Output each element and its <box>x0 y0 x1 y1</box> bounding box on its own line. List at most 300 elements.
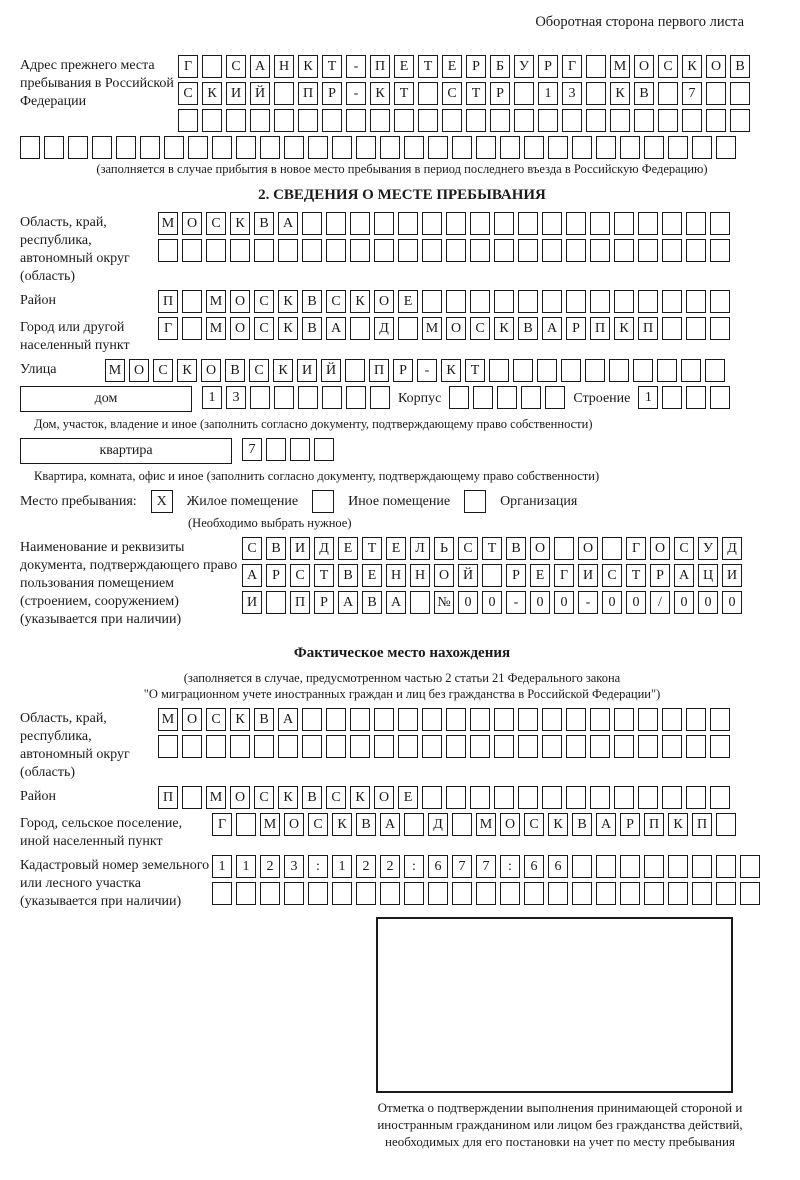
char-cell[interactable]: : <box>500 855 520 878</box>
char-cell[interactable]: Г <box>562 55 582 78</box>
char-cell[interactable] <box>202 109 222 132</box>
char-cell[interactable] <box>572 136 592 159</box>
char-cell[interactable] <box>686 735 706 758</box>
char-cell[interactable]: К <box>202 82 222 105</box>
char-cell[interactable] <box>182 239 202 262</box>
char-cell[interactable]: О <box>650 537 670 560</box>
char-cell[interactable]: 0 <box>458 591 478 614</box>
char-cell[interactable] <box>614 239 634 262</box>
char-cell[interactable]: Р <box>322 82 342 105</box>
char-cell[interactable] <box>446 786 466 809</box>
char-cell[interactable] <box>566 708 586 731</box>
char-cell[interactable]: О <box>634 55 654 78</box>
char-cell[interactable] <box>350 708 370 731</box>
char-cell[interactable] <box>326 212 346 235</box>
char-cell[interactable] <box>350 212 370 235</box>
char-cell[interactable] <box>586 109 606 132</box>
char-cell[interactable] <box>452 136 472 159</box>
char-cell[interactable]: О <box>500 813 520 836</box>
char-cell[interactable] <box>614 786 634 809</box>
char-cell[interactable] <box>422 786 442 809</box>
char-cell[interactable] <box>370 109 390 132</box>
char-cell[interactable] <box>178 109 198 132</box>
char-cell[interactable] <box>452 813 472 836</box>
char-cell[interactable]: 1 <box>236 855 256 878</box>
char-cell[interactable]: Й <box>250 82 270 105</box>
char-cell[interactable] <box>537 359 557 382</box>
char-cell[interactable]: П <box>638 317 658 340</box>
char-cell[interactable] <box>518 735 538 758</box>
char-cell[interactable] <box>418 82 438 105</box>
char-cell[interactable]: В <box>302 786 322 809</box>
char-cell[interactable]: В <box>254 708 274 731</box>
char-cell[interactable]: 6 <box>524 855 544 878</box>
char-cell[interactable]: М <box>260 813 280 836</box>
char-cell[interactable] <box>658 109 678 132</box>
char-cell[interactable]: В <box>338 564 358 587</box>
char-cell[interactable]: Д <box>374 317 394 340</box>
char-cell[interactable]: А <box>380 813 400 836</box>
char-cell[interactable] <box>326 735 346 758</box>
char-cell[interactable]: 6 <box>428 855 448 878</box>
char-cell[interactable]: А <box>278 708 298 731</box>
char-cell[interactable] <box>518 239 538 262</box>
char-cell[interactable] <box>236 882 256 905</box>
char-cell[interactable]: Т <box>362 537 382 560</box>
char-cell[interactable] <box>476 136 496 159</box>
char-cell[interactable]: 3 <box>226 386 246 409</box>
char-cell[interactable]: С <box>442 82 462 105</box>
char-cell[interactable]: У <box>514 55 534 78</box>
char-cell[interactable]: И <box>242 591 262 614</box>
char-cell[interactable]: - <box>346 55 366 78</box>
char-cell[interactable] <box>398 317 418 340</box>
char-cell[interactable] <box>710 386 730 409</box>
char-cell[interactable] <box>182 317 202 340</box>
char-cell[interactable] <box>374 708 394 731</box>
char-cell[interactable] <box>278 735 298 758</box>
char-cell[interactable] <box>686 239 706 262</box>
char-cell[interactable] <box>562 109 582 132</box>
char-cell[interactable] <box>545 386 565 409</box>
char-cell[interactable] <box>302 735 322 758</box>
char-cell[interactable] <box>404 882 424 905</box>
char-cell[interactable]: Р <box>506 564 526 587</box>
char-cell[interactable]: О <box>446 317 466 340</box>
char-cell[interactable] <box>542 735 562 758</box>
char-cell[interactable] <box>662 386 682 409</box>
char-cell[interactable] <box>346 386 366 409</box>
char-cell[interactable]: 1 <box>538 82 558 105</box>
char-cell[interactable]: М <box>206 317 226 340</box>
char-cell[interactable] <box>705 359 725 382</box>
stay-option-other-checkbox[interactable] <box>312 490 334 513</box>
char-cell[interactable] <box>590 708 610 731</box>
char-cell[interactable] <box>418 109 438 132</box>
char-cell[interactable] <box>158 239 178 262</box>
char-cell[interactable]: 2 <box>260 855 280 878</box>
char-cell[interactable] <box>470 290 490 313</box>
char-cell[interactable]: О <box>284 813 304 836</box>
char-cell[interactable] <box>497 386 517 409</box>
char-cell[interactable] <box>710 786 730 809</box>
char-cell[interactable] <box>668 855 688 878</box>
char-cell[interactable]: Б <box>490 55 510 78</box>
char-cell[interactable] <box>332 136 352 159</box>
char-cell[interactable] <box>449 386 469 409</box>
char-cell[interactable]: И <box>297 359 317 382</box>
char-cell[interactable] <box>490 109 510 132</box>
char-cell[interactable]: А <box>250 55 270 78</box>
char-cell[interactable] <box>236 813 256 836</box>
char-cell[interactable] <box>596 136 616 159</box>
char-cell[interactable]: О <box>578 537 598 560</box>
char-cell[interactable] <box>596 855 616 878</box>
char-cell[interactable] <box>686 290 706 313</box>
char-cell[interactable] <box>730 109 750 132</box>
char-cell[interactable] <box>644 136 664 159</box>
char-cell[interactable]: Г <box>158 317 178 340</box>
char-cell[interactable]: Т <box>394 82 414 105</box>
char-cell[interactable]: 1 <box>332 855 352 878</box>
char-cell[interactable] <box>422 735 442 758</box>
char-cell[interactable] <box>566 239 586 262</box>
char-cell[interactable] <box>494 786 514 809</box>
char-cell[interactable] <box>596 882 616 905</box>
char-cell[interactable]: С <box>254 317 274 340</box>
char-cell[interactable]: В <box>572 813 592 836</box>
char-cell[interactable] <box>590 290 610 313</box>
char-cell[interactable]: Е <box>338 537 358 560</box>
char-cell[interactable]: В <box>254 212 274 235</box>
char-cell[interactable]: П <box>298 82 318 105</box>
char-cell[interactable] <box>644 882 664 905</box>
char-cell[interactable] <box>404 813 424 836</box>
char-cell[interactable] <box>326 708 346 731</box>
char-cell[interactable]: С <box>226 55 246 78</box>
char-cell[interactable]: И <box>722 564 742 587</box>
char-cell[interactable]: Е <box>398 786 418 809</box>
char-cell[interactable] <box>140 136 160 159</box>
char-cell[interactable] <box>620 882 640 905</box>
char-cell[interactable] <box>548 882 568 905</box>
char-cell[interactable] <box>298 109 318 132</box>
char-cell[interactable] <box>274 386 294 409</box>
char-cell[interactable] <box>590 212 610 235</box>
char-cell[interactable] <box>614 212 634 235</box>
char-cell[interactable] <box>518 786 538 809</box>
char-cell[interactable] <box>686 317 706 340</box>
char-cell[interactable]: 2 <box>380 855 400 878</box>
char-cell[interactable]: : <box>308 855 328 878</box>
char-cell[interactable]: П <box>158 786 178 809</box>
char-cell[interactable] <box>521 386 541 409</box>
char-cell[interactable] <box>566 290 586 313</box>
char-cell[interactable] <box>230 735 250 758</box>
char-cell[interactable]: К <box>177 359 197 382</box>
char-cell[interactable]: А <box>674 564 694 587</box>
char-cell[interactable]: Р <box>650 564 670 587</box>
char-cell[interactable]: К <box>668 813 688 836</box>
char-cell[interactable]: К <box>230 708 250 731</box>
char-cell[interactable]: И <box>290 537 310 560</box>
char-cell[interactable] <box>236 136 256 159</box>
char-cell[interactable] <box>662 290 682 313</box>
char-cell[interactable]: Р <box>620 813 640 836</box>
char-cell[interactable]: № <box>434 591 454 614</box>
char-cell[interactable] <box>538 109 558 132</box>
char-cell[interactable]: О <box>374 290 394 313</box>
char-cell[interactable]: В <box>506 537 526 560</box>
char-cell[interactable]: М <box>610 55 630 78</box>
char-cell[interactable] <box>250 386 270 409</box>
char-cell[interactable]: Т <box>482 537 502 560</box>
char-cell[interactable] <box>710 239 730 262</box>
char-cell[interactable] <box>356 136 376 159</box>
char-cell[interactable]: Е <box>530 564 550 587</box>
char-cell[interactable]: 2 <box>356 855 376 878</box>
char-cell[interactable]: В <box>634 82 654 105</box>
char-cell[interactable] <box>590 735 610 758</box>
char-cell[interactable]: С <box>326 786 346 809</box>
stay-option-residential-checkbox[interactable]: X <box>151 490 173 513</box>
char-cell[interactable]: 6 <box>548 855 568 878</box>
char-cell[interactable] <box>692 855 712 878</box>
char-cell[interactable]: С <box>658 55 678 78</box>
char-cell[interactable] <box>590 239 610 262</box>
char-cell[interactable] <box>260 136 280 159</box>
char-cell[interactable]: С <box>470 317 490 340</box>
char-cell[interactable]: Р <box>466 55 486 78</box>
char-cell[interactable]: А <box>596 813 616 836</box>
char-cell[interactable] <box>494 212 514 235</box>
char-cell[interactable] <box>662 212 682 235</box>
char-cell[interactable]: Р <box>490 82 510 105</box>
char-cell[interactable] <box>740 855 760 878</box>
char-cell[interactable] <box>500 136 520 159</box>
char-cell[interactable] <box>662 708 682 731</box>
char-cell[interactable] <box>44 136 64 159</box>
char-cell[interactable] <box>692 882 712 905</box>
char-cell[interactable] <box>716 882 736 905</box>
char-cell[interactable]: С <box>674 537 694 560</box>
char-cell[interactable]: П <box>369 359 389 382</box>
char-cell[interactable]: К <box>230 212 250 235</box>
char-cell[interactable] <box>314 438 334 461</box>
char-cell[interactable] <box>638 708 658 731</box>
char-cell[interactable] <box>370 386 390 409</box>
char-cell[interactable] <box>524 136 544 159</box>
char-cell[interactable] <box>609 359 629 382</box>
char-cell[interactable] <box>322 386 342 409</box>
char-cell[interactable] <box>518 212 538 235</box>
char-cell[interactable] <box>476 882 496 905</box>
char-cell[interactable] <box>410 591 430 614</box>
char-cell[interactable]: Й <box>321 359 341 382</box>
char-cell[interactable] <box>452 882 472 905</box>
char-cell[interactable]: Т <box>314 564 334 587</box>
char-cell[interactable]: 0 <box>482 591 502 614</box>
char-cell[interactable] <box>422 290 442 313</box>
char-cell[interactable]: С <box>242 537 262 560</box>
char-cell[interactable]: В <box>356 813 376 836</box>
char-cell[interactable] <box>254 735 274 758</box>
char-cell[interactable]: 7 <box>242 438 262 461</box>
char-cell[interactable]: О <box>530 537 550 560</box>
char-cell[interactable] <box>572 882 592 905</box>
char-cell[interactable]: - <box>506 591 526 614</box>
char-cell[interactable] <box>614 735 634 758</box>
char-cell[interactable]: О <box>374 786 394 809</box>
char-cell[interactable] <box>657 359 677 382</box>
char-cell[interactable] <box>394 109 414 132</box>
char-cell[interactable] <box>274 82 294 105</box>
char-cell[interactable]: Т <box>465 359 485 382</box>
char-cell[interactable] <box>92 136 112 159</box>
char-cell[interactable] <box>662 239 682 262</box>
char-cell[interactable]: С <box>326 290 346 313</box>
char-cell[interactable] <box>716 855 736 878</box>
char-cell[interactable]: Т <box>418 55 438 78</box>
char-cell[interactable]: Н <box>410 564 430 587</box>
char-cell[interactable] <box>398 212 418 235</box>
char-cell[interactable] <box>586 55 606 78</box>
char-cell[interactable]: О <box>201 359 221 382</box>
char-cell[interactable]: Г <box>212 813 232 836</box>
char-cell[interactable] <box>428 882 448 905</box>
char-cell[interactable]: Т <box>322 55 342 78</box>
char-cell[interactable]: С <box>249 359 269 382</box>
char-cell[interactable]: У <box>698 537 718 560</box>
char-cell[interactable] <box>716 813 736 836</box>
char-cell[interactable]: 1 <box>212 855 232 878</box>
char-cell[interactable] <box>686 386 706 409</box>
char-cell[interactable]: 0 <box>722 591 742 614</box>
char-cell[interactable] <box>710 317 730 340</box>
char-cell[interactable]: К <box>350 786 370 809</box>
char-cell[interactable]: Й <box>458 564 478 587</box>
char-cell[interactable]: К <box>278 786 298 809</box>
char-cell[interactable]: Е <box>442 55 462 78</box>
char-cell[interactable]: К <box>610 82 630 105</box>
char-cell[interactable] <box>428 136 448 159</box>
char-cell[interactable] <box>226 109 246 132</box>
char-cell[interactable]: С <box>524 813 544 836</box>
char-cell[interactable] <box>398 708 418 731</box>
char-cell[interactable]: Е <box>394 55 414 78</box>
char-cell[interactable]: В <box>225 359 245 382</box>
char-cell[interactable]: К <box>614 317 634 340</box>
char-cell[interactable] <box>585 359 605 382</box>
char-cell[interactable]: П <box>692 813 712 836</box>
char-cell[interactable] <box>494 290 514 313</box>
char-cell[interactable] <box>212 882 232 905</box>
char-cell[interactable] <box>710 290 730 313</box>
char-cell[interactable]: - <box>417 359 437 382</box>
char-cell[interactable] <box>638 786 658 809</box>
char-cell[interactable] <box>446 212 466 235</box>
char-cell[interactable] <box>668 882 688 905</box>
char-cell[interactable] <box>302 708 322 731</box>
char-cell[interactable] <box>614 708 634 731</box>
char-cell[interactable] <box>686 708 706 731</box>
char-cell[interactable] <box>514 109 534 132</box>
char-cell[interactable] <box>710 212 730 235</box>
char-cell[interactable]: К <box>273 359 293 382</box>
char-cell[interactable]: О <box>182 708 202 731</box>
char-cell[interactable]: К <box>298 55 318 78</box>
char-cell[interactable]: О <box>230 290 250 313</box>
char-cell[interactable] <box>730 82 750 105</box>
char-cell[interactable]: О <box>434 564 454 587</box>
char-cell[interactable]: 3 <box>284 855 304 878</box>
char-cell[interactable]: И <box>226 82 246 105</box>
char-cell[interactable] <box>356 882 376 905</box>
char-cell[interactable] <box>68 136 88 159</box>
char-cell[interactable] <box>116 136 136 159</box>
char-cell[interactable]: В <box>518 317 538 340</box>
char-cell[interactable]: К <box>441 359 461 382</box>
char-cell[interactable]: : <box>404 855 424 878</box>
char-cell[interactable] <box>308 136 328 159</box>
char-cell[interactable]: А <box>338 591 358 614</box>
char-cell[interactable] <box>322 109 342 132</box>
char-cell[interactable] <box>514 82 534 105</box>
char-cell[interactable] <box>470 212 490 235</box>
char-cell[interactable]: М <box>158 212 178 235</box>
char-cell[interactable]: О <box>706 55 726 78</box>
char-cell[interactable] <box>202 55 222 78</box>
char-cell[interactable]: О <box>129 359 149 382</box>
char-cell[interactable]: С <box>206 708 226 731</box>
char-cell[interactable]: - <box>346 82 366 105</box>
char-cell[interactable]: А <box>242 564 262 587</box>
char-cell[interactable]: Е <box>398 290 418 313</box>
char-cell[interactable] <box>442 109 462 132</box>
char-cell[interactable] <box>561 359 581 382</box>
char-cell[interactable] <box>554 537 574 560</box>
char-cell[interactable]: С <box>458 537 478 560</box>
char-cell[interactable] <box>638 290 658 313</box>
char-cell[interactable]: 0 <box>530 591 550 614</box>
char-cell[interactable]: / <box>650 591 670 614</box>
char-cell[interactable]: К <box>548 813 568 836</box>
char-cell[interactable] <box>620 136 640 159</box>
char-cell[interactable] <box>542 212 562 235</box>
char-cell[interactable]: В <box>302 290 322 313</box>
char-cell[interactable] <box>638 239 658 262</box>
char-cell[interactable]: Г <box>178 55 198 78</box>
char-cell[interactable] <box>590 786 610 809</box>
char-cell[interactable] <box>470 735 490 758</box>
char-cell[interactable]: Е <box>386 537 406 560</box>
char-cell[interactable]: М <box>476 813 496 836</box>
char-cell[interactable] <box>682 109 702 132</box>
char-cell[interactable] <box>542 786 562 809</box>
char-cell[interactable]: Д <box>314 537 334 560</box>
char-cell[interactable] <box>470 239 490 262</box>
char-cell[interactable] <box>620 855 640 878</box>
char-cell[interactable] <box>230 239 250 262</box>
char-cell[interactable] <box>422 708 442 731</box>
char-cell[interactable] <box>284 136 304 159</box>
char-cell[interactable] <box>274 109 294 132</box>
char-cell[interactable]: О <box>230 317 250 340</box>
char-cell[interactable]: - <box>578 591 598 614</box>
char-cell[interactable] <box>206 239 226 262</box>
char-cell[interactable] <box>374 735 394 758</box>
char-cell[interactable] <box>350 317 370 340</box>
